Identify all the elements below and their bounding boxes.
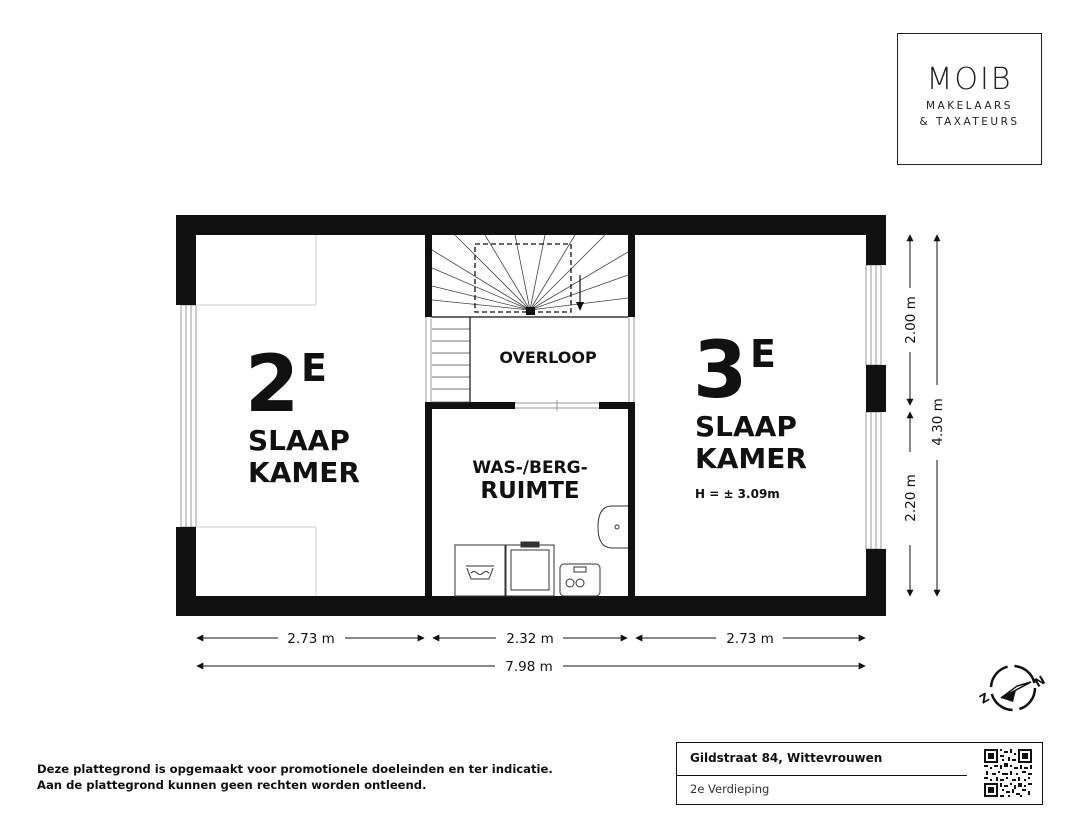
- divider: [677, 775, 967, 776]
- utility-label-2: RUIMTE: [480, 478, 580, 504]
- washing-machine: [455, 545, 505, 596]
- bedroom2-superscript: E: [301, 346, 327, 390]
- brand-tagline-1: MAKELAARS: [926, 100, 1013, 112]
- dim-depth-total: 4.30 m: [930, 398, 946, 446]
- compass-north: N: [1032, 672, 1048, 691]
- bedroom3-superscript: E: [750, 332, 776, 376]
- bedroom3-label-2: KAMER: [695, 442, 807, 475]
- disclaimer-line-2: Aan de plattegrond kunnen geen rechten worden ontleend.: [37, 778, 427, 792]
- dryer: [506, 542, 554, 596]
- staircase: [432, 235, 628, 402]
- compass-icon: [977, 666, 1048, 710]
- property-info-box: [676, 742, 1043, 805]
- bedroom3-number: 3: [693, 326, 748, 416]
- property-floor: 2e Verdieping: [690, 782, 770, 796]
- bedroom3-height: H = ± 3.09m: [695, 487, 780, 501]
- dim-width-total: 7.98 m: [505, 659, 553, 675]
- bedroom2-label-2: KAMER: [248, 456, 360, 489]
- qr-code-icon: [984, 749, 1032, 797]
- washbasin: [598, 506, 628, 548]
- dim-width-middle: 2.32 m: [506, 631, 554, 647]
- landing-label: OVERLOOP: [499, 348, 597, 367]
- bedroom3-label-1: SLAAP: [695, 410, 797, 443]
- dim-depth-lower: 2.20 m: [903, 474, 919, 522]
- bedroom2-number: 2: [245, 340, 300, 430]
- dim-width-left: 2.73 m: [287, 631, 335, 647]
- boiler: [560, 564, 600, 596]
- property-address: Gildstraat 84, Wittevrouwen: [690, 751, 883, 765]
- disclaimer-line-1: Deze plattegrond is opgemaakt voor promotionele doeleinden en ter indicatie.: [37, 762, 553, 776]
- disclaimer: [37, 761, 597, 793]
- brand-tagline-2: & TAXATEURS: [919, 116, 1020, 128]
- brand-name: MOIB: [926, 62, 1013, 97]
- utility-label-1: WAS-/BERG-: [472, 458, 588, 478]
- dim-width-right: 2.73 m: [726, 631, 774, 647]
- bedroom2-label-1: SLAAP: [248, 424, 350, 457]
- compass-south: Z: [977, 690, 992, 707]
- dim-depth-upper: 2.00 m: [903, 296, 919, 344]
